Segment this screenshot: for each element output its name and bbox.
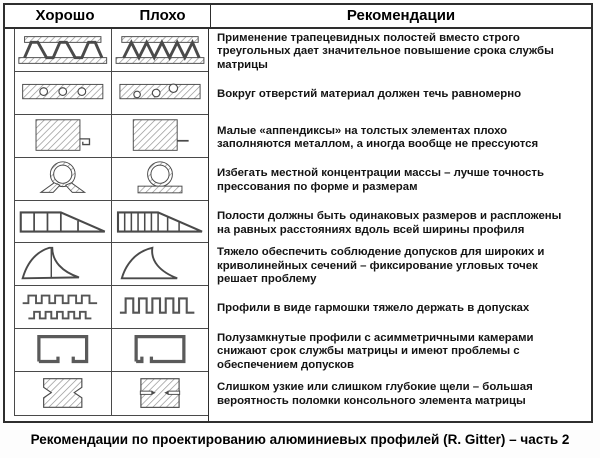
bad-cell-row9 (112, 372, 209, 415)
diagram-column (5, 29, 209, 421)
tube-splayed-feet-icon (15, 158, 111, 200)
recommendation-row8: Полузамкнутые профили с асимметричными камерами снижают срок службы матрицы и имеют проблемы с обеспечением допусков (217, 331, 534, 371)
two-accordions-icon (15, 286, 111, 328)
good-cell-row9 (15, 372, 112, 415)
recommendation-row9: Слишком узкие или слишком глубокие щели – большая вероятность поломки консольного элемента матрицы (217, 381, 533, 407)
long-accordion-icon (112, 286, 208, 328)
curved-no-fixing-icon (112, 243, 208, 285)
bad-cell-row2 (112, 72, 209, 115)
bad-cell-row1 (112, 29, 209, 72)
narrow-slot-block-icon (112, 373, 208, 415)
thin-appendix-icon (112, 115, 208, 157)
bad-cell-row3 (112, 115, 209, 158)
bad-cell-row5 (112, 201, 209, 244)
good-cell-row2 (15, 72, 112, 115)
diagram-grid (14, 29, 208, 416)
uneven-holes-plate-icon (112, 72, 208, 114)
column-header-good: Хорошо (35, 7, 95, 24)
good-cell-row6 (15, 243, 112, 286)
wedge-equal-cells-icon (15, 201, 111, 243)
good-cell-row1 (15, 29, 112, 72)
recommendations-table (3, 3, 593, 423)
channel-asymmetric-icon (112, 329, 208, 371)
good-cell-row4 (15, 158, 112, 201)
table-header (5, 5, 591, 29)
trapezoid-truss-icon (15, 29, 111, 71)
recommendation-row5: Полости должны быть одинаковых размеров и распложены на равных расстояниях вдоль всей ширины профиля (217, 210, 562, 236)
good-cell-row8 (15, 329, 112, 372)
wide-notch-block-icon (15, 373, 111, 415)
wedge-unequal-cells-icon (112, 201, 208, 243)
recommendation-row2: Вокруг отверстий материал должен течь равномерно (217, 88, 522, 101)
bad-cell-row7 (112, 286, 209, 329)
recommendation-row6: Тяжело обеспечить соблюдение допусков для широких и криволинейных сечений – фиксирование угловых точек решает проблему (217, 246, 545, 285)
channel-symmetric-icon (15, 329, 111, 371)
even-holes-plate-icon (15, 72, 111, 114)
bad-cell-row4 (112, 158, 209, 201)
good-cell-row5 (15, 201, 112, 244)
column-header-bad: Плохо (139, 7, 186, 24)
recommendation-row4: Избегать местной концентрации массы – лучше точность прессования по форме и размерам (217, 167, 544, 193)
bad-cell-row6 (112, 243, 209, 286)
bad-cell-row8 (112, 329, 209, 372)
recommendation-row1: Применение трапецевидных полостей вместо строго треугольных дает значительное повышение срока службы матрицы (217, 32, 554, 71)
triangle-truss-icon (112, 29, 208, 71)
curved-fixed-corner-icon (15, 243, 111, 285)
header-left (5, 5, 210, 27)
figure-caption: Рекомендации по проектированию алюминиевых профилей (R. Gitter) – часть 2 (30, 432, 570, 447)
tube-on-base-icon (112, 158, 208, 200)
good-cell-row7 (15, 286, 112, 329)
good-cell-row3 (15, 115, 112, 158)
table-body (5, 29, 591, 421)
column-header-recommendations: Рекомендации (210, 5, 591, 27)
recommendations-column (209, 29, 591, 421)
recommendation-row7: Профили в виде гармошки тяжело держать в допусках (217, 302, 530, 315)
thick-appendix-icon (15, 115, 111, 157)
recommendation-row3: Малые «аппендиксы» на толстых элементах плохо заполняются металлом, а иногда вообще не прессуются (217, 124, 539, 150)
